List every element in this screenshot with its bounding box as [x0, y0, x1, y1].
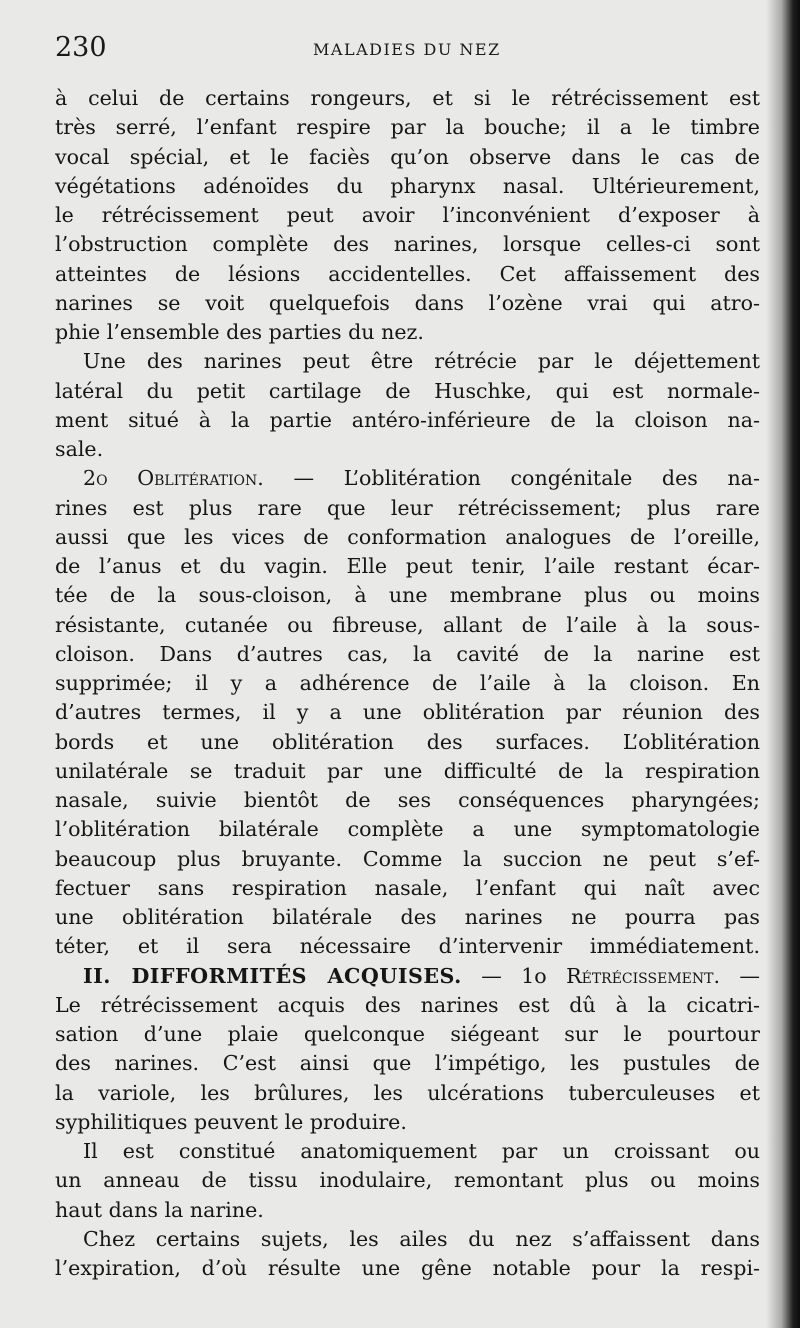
text-line: haut dans la narine. — [55, 1197, 264, 1222]
page-number: 230 — [55, 32, 107, 63]
text-line: l’expiration, d’où résulte une gêne notable pour la respi- — [55, 1256, 760, 1280]
section-heading: II. DIFFORMITÉS ACQUISES. — [83, 963, 462, 988]
text-line: des narines. C’est ainsi que l’impétigo, les pustules de — [55, 1051, 760, 1076]
text-line: latéral du petit cartilage de Huschke, qui est normale- — [55, 378, 760, 403]
text-line: fectuer sans respiration nasale, l’enfant qui naît avec — [55, 875, 760, 900]
text-line: beaucoup plus bruyante. Comme la succion ne peut s’ef- — [55, 846, 760, 871]
text-line: atteintes de lésions accidentelles. Cet affaissement des — [55, 261, 760, 286]
section-heading-line — [55, 962, 760, 991]
subsection-heading: Rétrécissement. — [566, 963, 721, 988]
text-line: aussi que les vices de conformation analogues de l’oreille, — [55, 524, 760, 549]
text-line: sation d’une plaie quelconque siégeant sur le pourtour — [55, 1022, 760, 1046]
text-line: végétations adénoïdes du pharynx nasal. Ultérieurement, — [55, 173, 760, 198]
text-line: l’obstruction complète des narines, lorsque celles-ci sont — [55, 232, 760, 257]
text-line: ment situé à la partie antéro-inférieure de la cloison na- — [55, 407, 760, 432]
binding-shadow — [766, 0, 800, 1328]
text-line: bords et une oblitération des surfaces. L’oblitération — [55, 729, 760, 754]
text-line: de l’anus et du vagin. Elle peut tenir, l’aile restant écar- — [55, 554, 760, 578]
text-line: vocal spécial, et le faciès qu’on observe dans le cas de — [55, 144, 760, 169]
text-line: supprimée; il y a adhérence de l’aile à la cloison. En — [55, 671, 760, 695]
text-line: cloison. Dans d’autres cas, la cavité de la narine est — [55, 641, 760, 666]
text-line: Il est constitué anatomiquement par un croissant ou — [83, 1139, 760, 1163]
text-run: — — [720, 963, 760, 988]
text-line: phie l’ensemble des parties du nez. — [55, 320, 424, 344]
text-line: résistante, cutanée ou fibreuse, allant de l’aile à la sous- — [55, 612, 760, 637]
body-text — [55, 84, 760, 1283]
text-run: — 1o — [461, 963, 567, 988]
section-heading-line — [55, 464, 760, 493]
text-line: rines est plus rare que leur rétrécissement; plus rare — [55, 495, 760, 520]
text-line: un anneau de tissu inodulaire, remontant plus ou moins — [55, 1168, 760, 1193]
text-line: une oblitération bilatérale des narines ne pourra pas — [55, 905, 760, 929]
text-run: L’oblitération congénitale des na- — [314, 466, 760, 491]
text-line: l’oblitération bilatérale complète a une symptomatologie — [55, 817, 760, 842]
page-header — [55, 32, 760, 72]
text-line: Une des narines peut être rétrécie par le déjettement — [83, 349, 760, 374]
text-line: narines se voit quelquefois dans l’ozène vrai qui atro- — [55, 290, 760, 315]
text-line: téter, et il sera nécessaire d’intervenir immédiatement. — [55, 934, 760, 959]
text-line: Le rétrécissement acquis des narines est dû à la cicatri- — [55, 992, 760, 1017]
section-heading: 2o Oblitération. — — [83, 466, 315, 491]
text-line: Chez certains sujets, les ailes du nez s’affaissent dans — [83, 1226, 760, 1251]
text-line: syphilitiques peuvent le produire. — [55, 1109, 407, 1134]
text-line: la variole, les brûlures, les ulcérations tuberculeuses et — [55, 1080, 760, 1105]
text-line: tée de la sous-cloison, à une membrane plus ou moins — [55, 583, 760, 608]
text-line: sale. — [55, 437, 104, 461]
text-line: unilatérale se traduit par une difficulté de la respiration — [55, 758, 760, 783]
text-line: le rétrécissement peut avoir l’inconvénient d’exposer à — [55, 203, 760, 227]
text-line: nasale, suivie bientôt de ses conséquences pharyngées; — [55, 788, 760, 812]
text-line: très serré, l’enfant respire par la bouche; il a le timbre — [55, 115, 760, 140]
text-line: à celui de certains rongeurs, et si le rétrécissement est — [55, 86, 760, 110]
text-line: d’autres termes, il y a une oblitération par réunion des — [55, 700, 760, 725]
running-title: MALADIES DU NEZ — [313, 40, 501, 59]
